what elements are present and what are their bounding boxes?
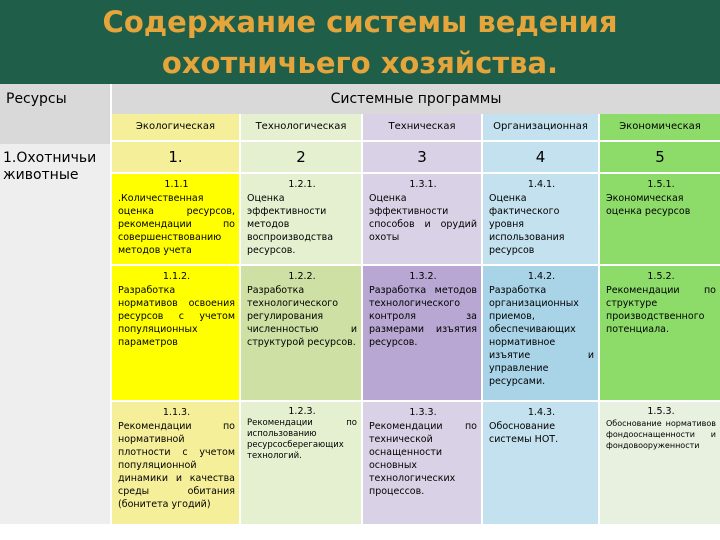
cell-text: Рекомендации по структуре производственного потенциала.	[606, 285, 716, 335]
cell-text: Рекомендации по технической оснащенности основных технологических процессов.	[369, 421, 477, 497]
column-header-technical: Техническая	[363, 114, 481, 140]
cell-text: Разработка технологического регулирования численностью и структурой ресурсов.	[247, 285, 357, 348]
cell-1-3-3	[363, 402, 481, 524]
resources-label: Ресурсы	[0, 84, 110, 144]
cell-1-4-1	[483, 174, 598, 264]
cell-code: 1.3.1.	[409, 179, 437, 190]
cell-code: 1.1.2.	[162, 271, 191, 282]
cell-text: Разработка нормативов освоения ресурсов с учетом популяционных параметров	[118, 285, 235, 348]
column-header-organizational: Организационная	[483, 114, 598, 140]
cell-1-3-2	[363, 266, 481, 400]
column-header-economic: Экономическая	[600, 114, 720, 140]
cell-code: 1.2.2.	[288, 271, 316, 282]
cell-1-1-3	[112, 402, 239, 524]
resource-row-label: 1.Охотничьи животные	[0, 144, 110, 524]
cell-code: 1.4.3.	[527, 407, 556, 418]
cell-code: 1.5.1.	[647, 179, 675, 190]
cell-1-1-2	[112, 266, 239, 400]
cell-code: 1.3.3.	[409, 407, 437, 418]
cell-1-2-3	[241, 402, 361, 524]
column-number-3: 3	[363, 142, 481, 172]
programs-label: Системные программы	[112, 84, 720, 114]
cell-text: Оценка эффективности методов воспроизводства ресурсов.	[247, 193, 334, 256]
cell-1-5-2	[600, 266, 720, 400]
cell-1-5-3	[600, 402, 720, 524]
cell-1-2-2	[241, 266, 361, 400]
column-number-1: 1.	[112, 142, 239, 172]
column-number-5: 5	[600, 142, 720, 172]
cell-text: Обоснование системы НОТ.	[489, 421, 559, 445]
cell-text: Разработка методов технологического контроля за размерами изъятия ресурсов.	[369, 285, 477, 348]
cell-code: 1.4.2.	[527, 271, 556, 282]
column-number-4: 4	[483, 142, 598, 172]
slide-title: Содержание системы ведения охотничьего хозяйства.	[102, 5, 618, 80]
cell-code: 1.4.1.	[527, 179, 556, 190]
cell-code: 1.5.2.	[647, 271, 675, 282]
cell-code: 1.3.2.	[409, 271, 437, 282]
cell-code: 1.5.3.	[647, 406, 675, 417]
cell-code: 1.2.1.	[288, 179, 316, 190]
cell-text: Рекомендации по использованию ресурсосберегающих технологий.	[247, 418, 357, 461]
cell-text: Оценка фактического уровня использования ресурсов	[489, 193, 565, 256]
column-header-technological: Технологическая	[241, 114, 361, 140]
cell-1-5-1	[600, 174, 720, 264]
column-header-ecological: Экологическая	[112, 114, 239, 140]
cell-code: 1.1.1	[164, 179, 189, 190]
slide-header	[0, 0, 720, 84]
cell-text: Оценка эффективности способов и орудий охоты	[369, 193, 477, 243]
cell-1-3-1	[363, 174, 481, 264]
cell-text: Разработка организационных приемов, обеспечивающих нормативное изъятие и управление ресурсами.	[489, 285, 594, 387]
cell-text: Рекомендации по нормативной плотности с учетом популяционной динамики и качества среды обитания (бонитета угодий)	[118, 421, 235, 510]
cell-1-1-1	[112, 174, 239, 264]
cell-1-2-1	[241, 174, 361, 264]
cell-text: Экономическая оценка ресурсов	[606, 193, 691, 217]
cell-text: .Количественная оценка ресурсов, рекомендации по совершенствованию методов учета	[118, 193, 235, 256]
cell-text: Обоснование нормативов фондооснащенности и фондовооруженности	[606, 419, 716, 450]
cell-1-4-2	[483, 266, 598, 400]
cell-code: 1.2.3.	[288, 406, 316, 417]
column-number-2: 2	[241, 142, 361, 172]
cell-1-4-3	[483, 402, 598, 524]
cell-code: 1.1.3.	[162, 407, 191, 418]
